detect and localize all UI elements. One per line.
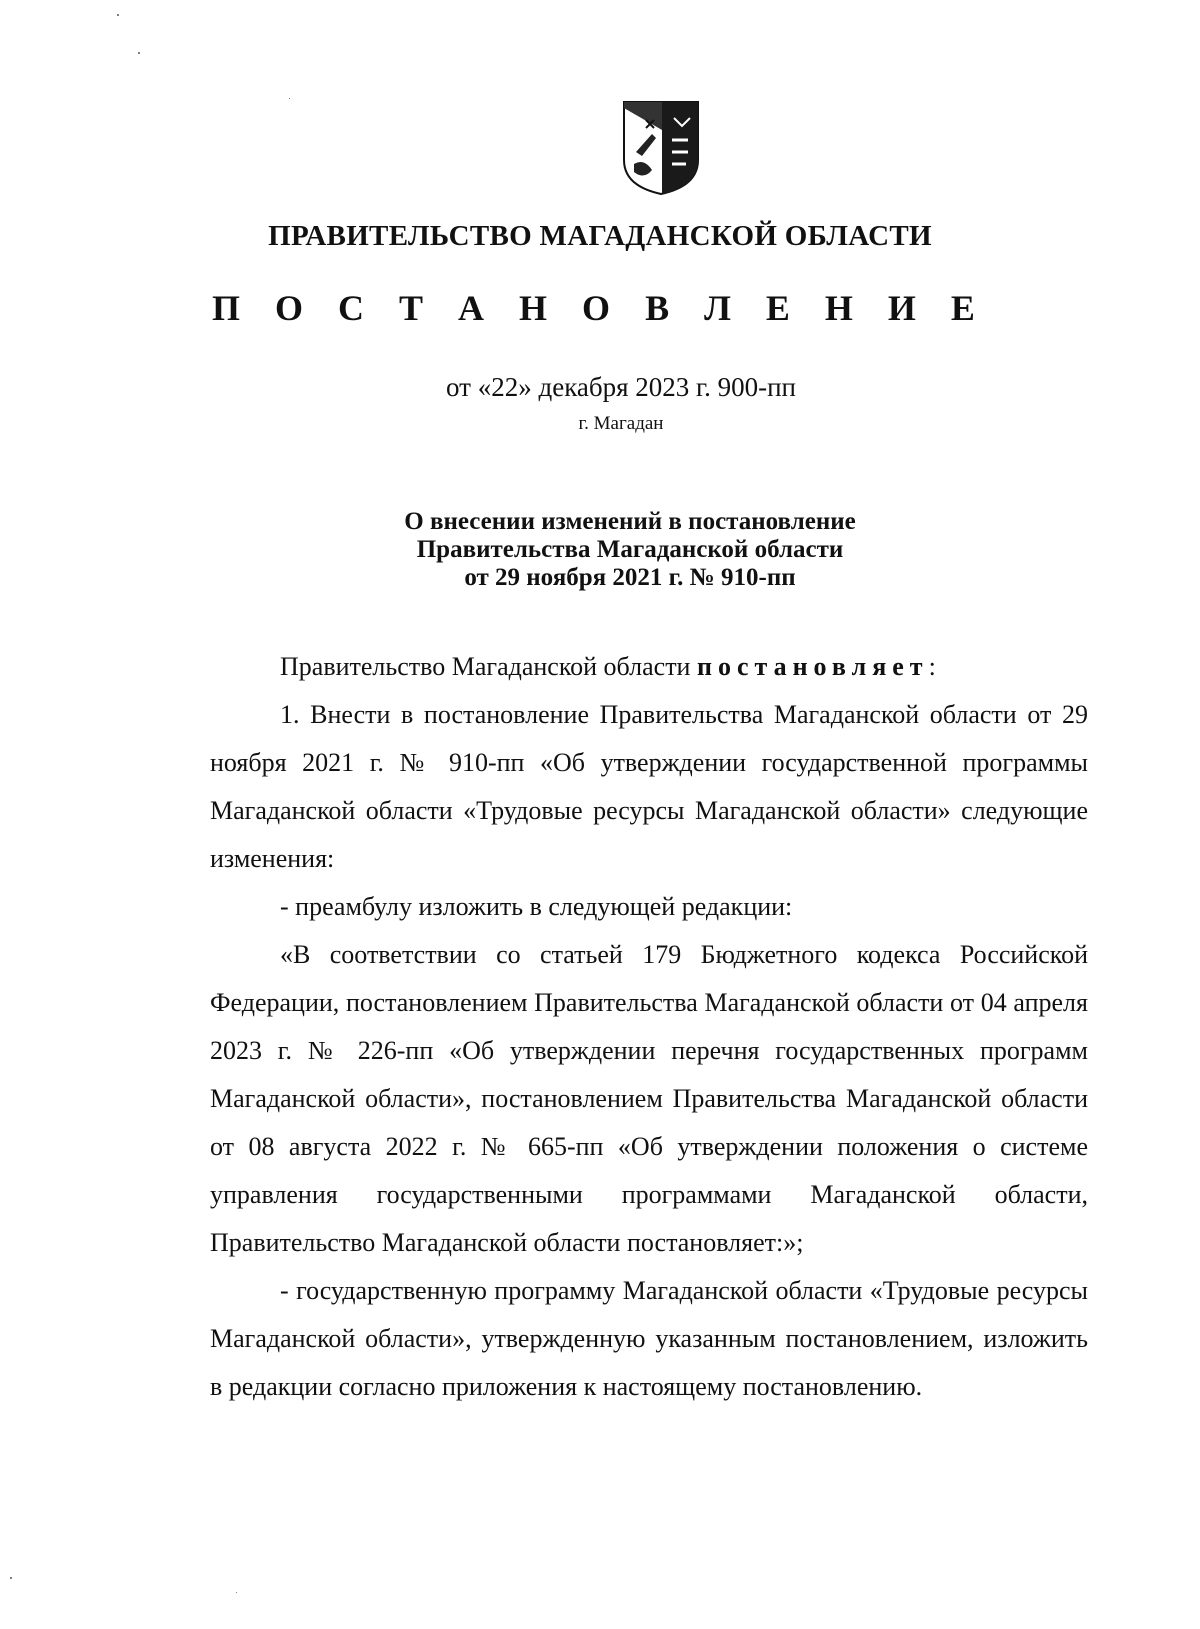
scan-speck: [138, 52, 140, 54]
intro-paragraph: [210, 643, 1088, 691]
document-date-number: от «22» декабря 2023 г. 900-пп: [446, 372, 796, 402]
program-item-paragraph: - государственную программу Магаданской области «Трудовые ресурсы Магаданской области», утвержденную указанным постановлением, изложить в редакции согласно приложения к настоящему постановлению.: [210, 1276, 1088, 1401]
preamble-item-paragraph: - преамбулу изложить в следующей редакции:: [280, 892, 793, 921]
subject-line: Правительства Магаданской области: [416, 536, 844, 563]
magadan-coat-of-arms-icon: [622, 100, 700, 196]
subject-line: О внесении изменений в постановление: [404, 508, 856, 535]
government-title: ПРАВИТЕЛЬСТВО МАГАДАНСКОЙ ОБЛАСТИ: [268, 220, 932, 252]
document-type-heading: П О С Т А Н О В Л Е Н И Е: [212, 288, 988, 328]
intro-suffix: :: [928, 652, 936, 681]
document-body: [210, 643, 1088, 1411]
item-1-paragraph: 1. Внести в постановление Правительства Магаданской области от 29 ноября 2021 г. № 910-пп «Об утверждении государственной программы Магаданской области «Трудовые ресурсы Магаданской области» следующие изменения:: [210, 700, 1088, 873]
subject-line: от 29 ноября 2021 г. № 910-пп: [464, 564, 796, 591]
scan-speck: [117, 14, 119, 16]
scan-speck: [236, 1592, 237, 1593]
intro-resolves: постановляет: [696, 652, 929, 681]
scan-speck: [289, 98, 290, 99]
document-subject: [0, 508, 1200, 592]
preamble-text-paragraph: «В соответствии со статьей 179 Бюджетного кодекса Российской Федерации, постановлением Правительства Магаданской области от 04 апреля 2023 г. № 226-пп «Об утверждении перечня государственных программ Магаданской области», постановлением Правительства Магаданской области от 08 августа 2022 г. № 665-пп «Об утверждении положения о системе управления государственными программами Магаданской области, Правительство Магаданской области постановляет:»;: [210, 940, 1088, 1257]
document-city: г. Магадан: [578, 413, 664, 434]
scan-speck: [10, 1577, 12, 1579]
intro-prefix: Правительство Магаданской области: [280, 652, 691, 681]
